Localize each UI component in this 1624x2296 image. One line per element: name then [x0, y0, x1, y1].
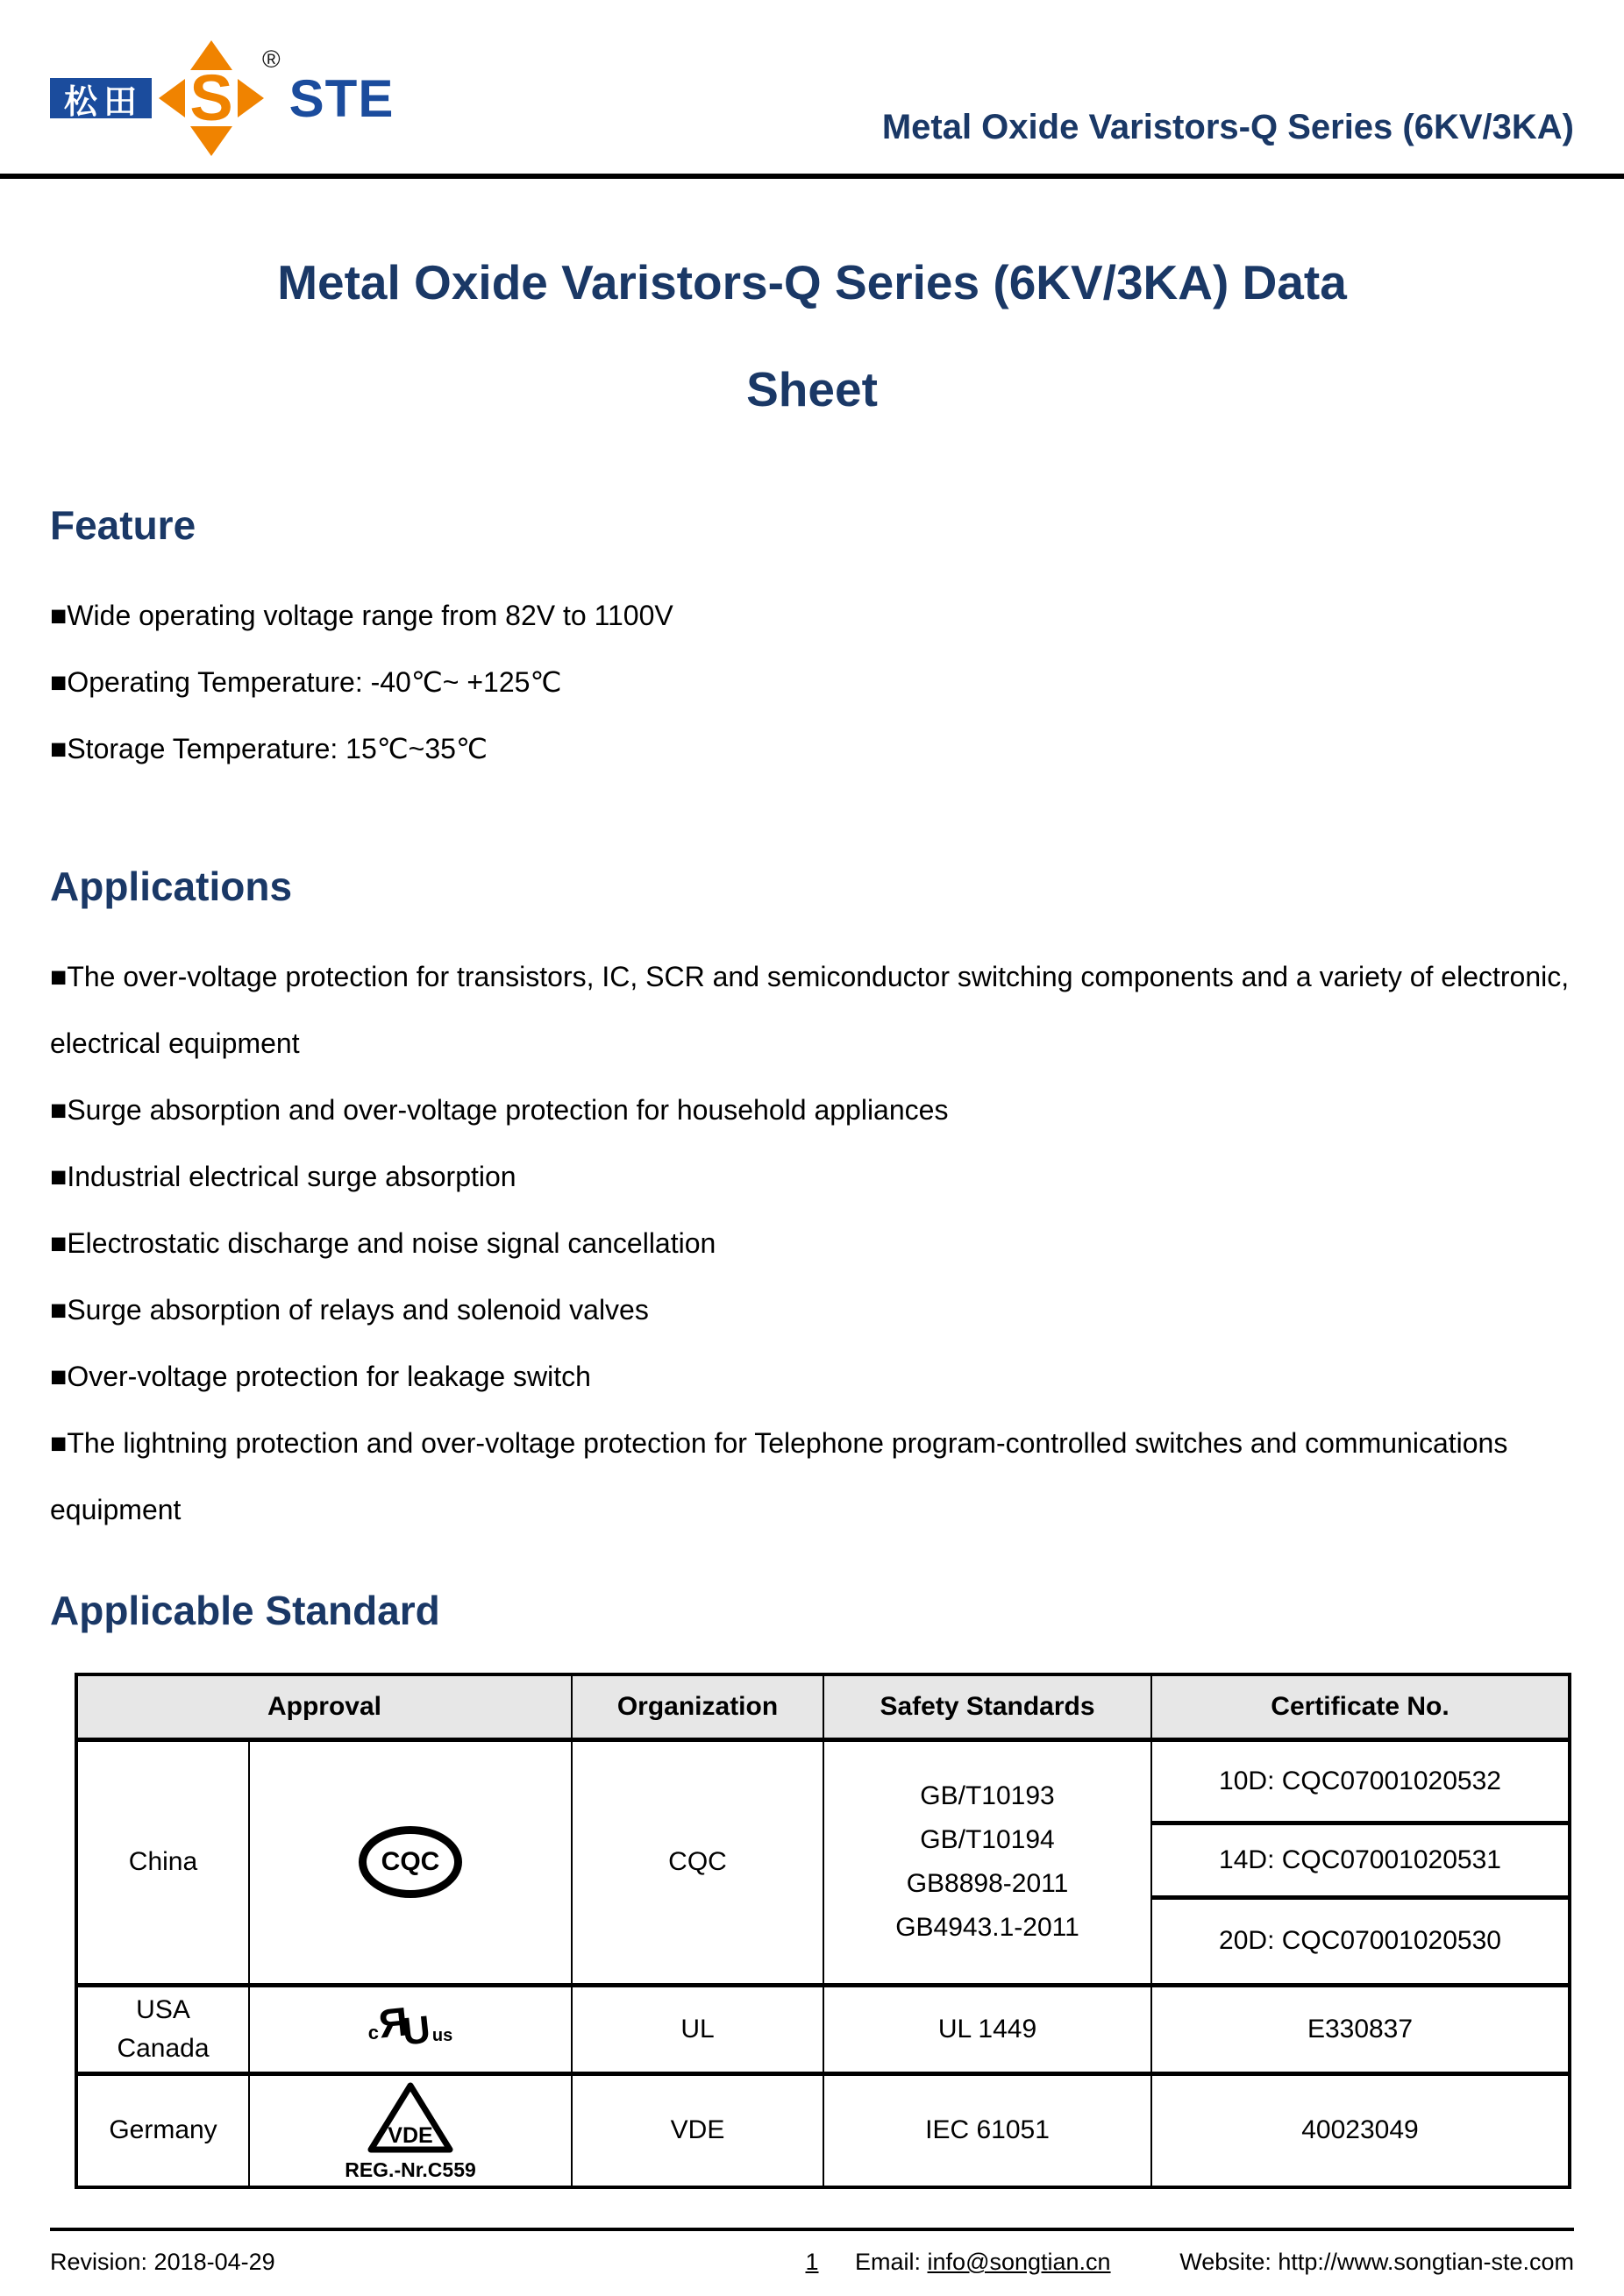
document-title — [0, 254, 1624, 417]
col-header-certificate-no: Certificate No. — [1151, 1674, 1570, 1739]
registered-trademark-icon: ® — [262, 46, 281, 73]
email-block — [855, 2249, 1111, 2276]
feature-list — [50, 582, 1574, 782]
country-cell: China — [76, 1739, 249, 1985]
company-logo — [50, 40, 394, 156]
certificate-cell: E330837 — [1151, 1985, 1570, 2073]
applications-heading: Applications — [50, 864, 293, 909]
table-row-germany — [76, 2073, 1570, 2187]
country-cell — [76, 1985, 249, 2073]
ul-us-glyph: us — [431, 2025, 453, 2045]
email-label: Email: — [855, 2249, 928, 2275]
safety-standard-line: GB/T10193 — [920, 1781, 1055, 1810]
document-title-line2: Sheet — [746, 362, 878, 416]
document-title-line1: Metal Oxide Varistors-Q Series (6KV/3KA) Data — [277, 255, 1347, 309]
page-number: 1 — [805, 2249, 819, 2275]
vde-logo-text: VDE — [388, 2122, 433, 2148]
cqc-logo-icon — [359, 1826, 462, 1898]
ul-c-glyph: c — [367, 2021, 380, 2044]
certificate-cell: 14D: CQC07001020531 — [1151, 1823, 1570, 1897]
emblem-s-letter: S — [189, 61, 233, 134]
website-text: Website: http://www.songtian-ste.com — [1179, 2249, 1574, 2275]
ul-recognized-logo-icon — [253, 1997, 567, 2054]
table-row-china — [76, 1739, 1570, 1823]
certificate-cell: 20D: CQC07001020530 — [1151, 1897, 1570, 1985]
certificate-cell: 10D: CQC07001020532 — [1151, 1739, 1570, 1823]
applicable-standard-heading: Applicable Standard — [50, 1588, 440, 1633]
table-header-row — [76, 1674, 1570, 1739]
application-item: ■Electrostatic discharge and noise signal cancellation — [50, 1227, 716, 1259]
ul-reversed-r-glyph: Я — [376, 1997, 410, 2047]
email-link[interactable]: info@songtian.cn — [927, 2249, 1111, 2275]
country-cell: Germany — [76, 2073, 249, 2187]
feature-item: ■Storage Temperature: 15℃~35℃ — [50, 733, 488, 764]
logo-ste-text: STE — [288, 68, 395, 128]
application-item: ■Surge absorption and over-voltage protection for household appliances — [50, 1094, 949, 1126]
approval-logo-cell — [249, 1985, 572, 2073]
vde-triangle-icon — [365, 2079, 456, 2157]
organization-cell: CQC — [572, 1739, 823, 1985]
safety-standards-cell: UL 1449 — [823, 1985, 1151, 2073]
application-item: ■Over-voltage protection for leakage switch — [50, 1361, 591, 1392]
revision-text: Revision: 2018-04-29 — [50, 2249, 275, 2275]
application-item: ■Surge absorption of relays and solenoid valves — [50, 1294, 649, 1326]
vde-reg-number: REG.-Nr.C559 — [345, 2157, 476, 2181]
organization-cell: UL — [572, 1985, 823, 2073]
col-header-approval: Approval — [76, 1674, 572, 1739]
page-header — [0, 0, 1624, 179]
logo-cn-text: 松田 — [64, 83, 144, 121]
ul-u-glyph: U — [400, 2007, 433, 2054]
safety-standards-cell — [823, 1739, 1151, 1985]
feature-item: ■Operating Temperature: -40℃~ +125℃ — [50, 666, 562, 698]
col-header-organization: Organization — [572, 1674, 823, 1739]
vde-logo-icon — [253, 2079, 567, 2182]
logo-s-emblem-icon — [159, 40, 264, 156]
safety-standard-line: GB4943.1-2011 — [895, 1913, 1079, 1942]
col-header-safety-standards: Safety Standards — [823, 1674, 1151, 1739]
standards-table — [75, 1673, 1571, 2189]
feature-item: ■Wide operating voltage range from 82V to 1100V — [50, 600, 673, 631]
organization-cell: VDE — [572, 2073, 823, 2187]
logo-cn-box — [50, 78, 152, 121]
safety-standards-cell: IEC 61051 — [823, 2073, 1151, 2187]
feature-heading: Feature — [50, 502, 196, 548]
cqc-logo-text: CQC — [381, 1847, 440, 1876]
application-item: ■The over-voltage protection for transistors, IC, SCR and semiconductor switching components and a variety of electronic, electrical equipment — [50, 961, 1570, 1059]
approval-logo-cell — [249, 2073, 572, 2187]
country-line: USA — [136, 1994, 190, 2024]
header-product-title: Metal Oxide Varistors-Q Series (6KV/3KA) — [881, 108, 1574, 146]
table-row-usa-canada — [76, 1985, 1570, 2073]
certificate-cell: 40023049 — [1151, 2073, 1570, 2187]
page-footer — [50, 2228, 1574, 2280]
safety-standard-line: GB8898-2011 — [906, 1869, 1069, 1898]
application-item: ■The lightning protection and over-voltage protection for Telephone program-controlled switches and communications equipment — [50, 1427, 1508, 1525]
applications-list — [50, 943, 1574, 1543]
safety-standard-line: GB/T10194 — [920, 1825, 1055, 1854]
country-line: Canada — [117, 2033, 210, 2063]
approval-logo-cell — [249, 1739, 572, 1985]
application-item: ■Industrial electrical surge absorption — [50, 1161, 516, 1192]
